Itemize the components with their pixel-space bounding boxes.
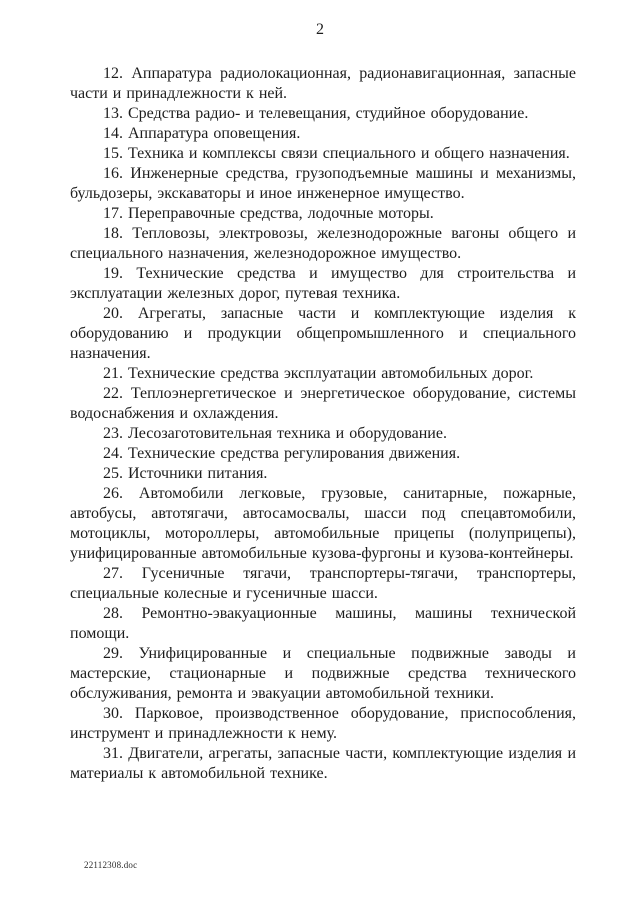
list-item: 24. Технические средства регулирования движения. — [103, 445, 461, 462]
list-item: 25. Источники питания. — [103, 465, 268, 482]
list-item: 21. Технические средства эксплуатации автомобильных дорог. — [103, 365, 534, 382]
list-item: 29. Унифицированные и специальные подвижные заводы и мастерские, стационарные и подвижные средства технического обслуживания, ремонта и эвакуации автомобильной техники. — [70, 645, 576, 702]
list-item: 22. Теплоэнергетическое и энергетическое оборудование, системы водоснабжения и охлаждения. — [70, 385, 576, 422]
list-item: 19. Технические средства и имущество для строительства и эксплуатации железных дорог, путевая техника. — [70, 265, 576, 302]
list-item: 16. Инженерные средства, грузоподъемные машины и механизмы, бульдозеры, экскаваторы и иное инженерное имущество. — [70, 165, 576, 202]
document-body — [70, 64, 576, 784]
list-item: 13. Средства радио- и телевещания, студийное оборудование. — [103, 105, 529, 122]
list-item: 27. Гусеничные тягачи, транспортеры-тягачи, транспортеры, специальные колесные и гусеничные шасси. — [70, 565, 576, 602]
list-item: 31. Двигатели, агрегаты, запасные части, комплектующие изделия и материалы к автомобильной технике. — [70, 745, 576, 782]
list-item: 12. Аппаратура радиолокационная, радионавигационная, запасные части и принадлежности к ней. — [70, 65, 576, 102]
list-item: 23. Лесозаготовительная техника и оборудование. — [103, 425, 447, 442]
list-item: 28. Ремонтно-эвакуационные машины, машины технической помощи. — [70, 605, 576, 642]
list-item: 14. Аппаратура оповещения. — [103, 125, 301, 142]
list-item: 26. Автомобили легковые, грузовые, санитарные, пожарные, автобусы, автотягачи, автосамосвалы, шасси под спецавтомобили, мотоциклы, мотороллеры, автомобильные прицепы (полуприцепы), унифицированные автомобильные кузова-фургоны и кузова-контейнеры. — [70, 485, 576, 562]
list-item: 30. Парковое, производственное оборудование, приспособления, инструмент и принадлежности к нему. — [70, 705, 576, 742]
list-item: 15. Техника и комплексы связи специального и общего назначения. — [103, 145, 570, 162]
list-item: 18. Тепловозы, электровозы, железнодорожные вагоны общего и специального назначения, железнодорожное имущество. — [70, 225, 576, 262]
list-item: 17. Переправочные средства, лодочные моторы. — [103, 205, 434, 222]
page-number: 2 — [316, 21, 324, 38]
list-item: 20. Агрегаты, запасные части и комплектующие изделия к оборудованию и продукции общепромышленного и специального назначения. — [70, 305, 576, 362]
document-filename: 22112308.doc — [84, 860, 138, 870]
